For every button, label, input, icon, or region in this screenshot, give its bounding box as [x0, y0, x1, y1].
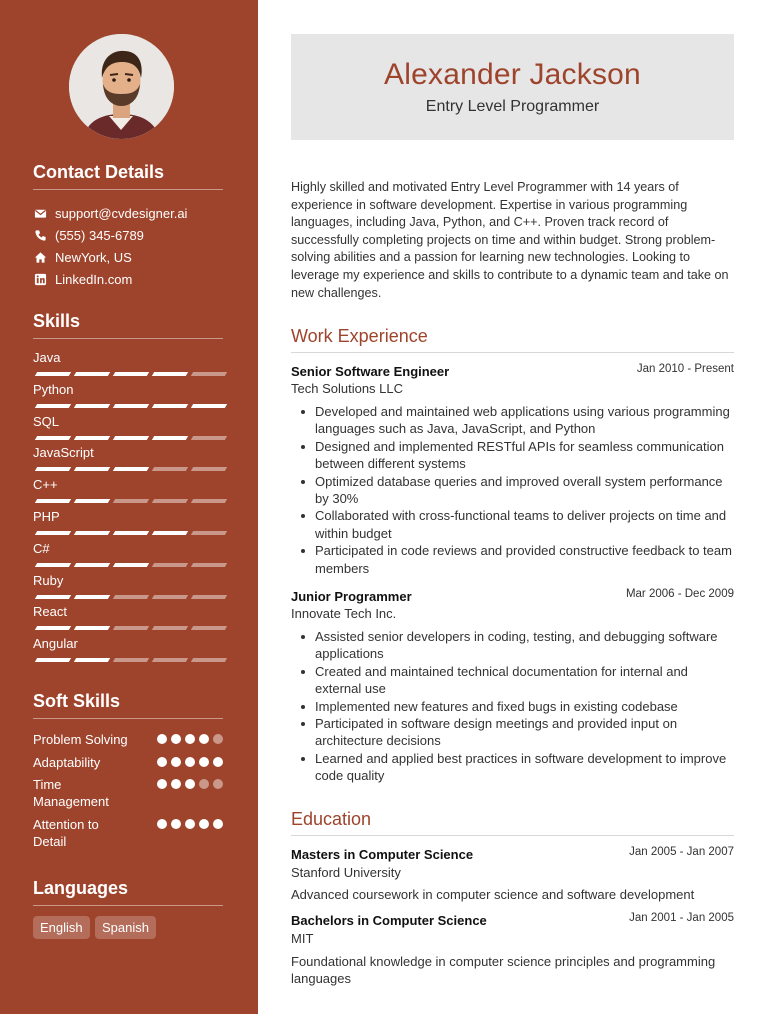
rating-dot	[157, 819, 167, 829]
skill-level-segment	[191, 563, 227, 567]
skill-level-segment	[74, 658, 110, 662]
skill-level-segment	[113, 595, 149, 599]
list-item: Designed and implemented RESTful APIs for seamless communication between different systems	[291, 438, 736, 473]
person-name: Alexander Jackson	[384, 58, 641, 91]
skill-level-segment	[113, 467, 149, 471]
skill-level-bar	[33, 467, 223, 471]
job-bullets	[291, 628, 736, 785]
skill-item	[33, 636, 223, 654]
education-dates: Jan 2001 - Jan 2005	[629, 912, 734, 924]
skill-level-segment	[152, 595, 188, 599]
skill-name: JavaScript	[33, 445, 94, 461]
skill-level-segment	[191, 658, 227, 662]
avatar	[69, 34, 174, 139]
soft-skill-name: Time Management	[33, 777, 109, 809]
profile-photo	[69, 34, 174, 139]
rating-dots	[157, 819, 223, 829]
education-dates: Jan 2005 - Jan 2007	[629, 846, 734, 858]
job-title: Senior Software Engineer	[291, 364, 450, 379]
language-chip: Spanish	[95, 916, 156, 939]
rating-dot	[185, 757, 195, 767]
contact-linkedin-text: LinkedIn.com	[55, 271, 133, 287]
rating-dot	[171, 734, 181, 744]
school-name: Stanford University	[291, 865, 401, 880]
rating-dot	[171, 757, 181, 767]
soft-skill-item	[33, 816, 223, 850]
skill-level-segment	[113, 404, 149, 408]
skill-level-segment	[35, 404, 71, 408]
skill-level-segment	[74, 595, 110, 599]
degree-title: Masters in Computer Science	[291, 847, 474, 862]
skill-item	[33, 573, 223, 591]
list-item: Assisted senior developers in coding, testing, and debugging software applications	[291, 628, 736, 663]
rating-dot	[199, 757, 209, 767]
soft-skills-heading: Soft Skills	[33, 691, 121, 711]
skill-item	[33, 509, 223, 527]
skill-level-segment	[35, 626, 71, 630]
skill-level-segment	[152, 436, 188, 440]
name-header	[291, 34, 734, 140]
skill-level-segment	[191, 626, 227, 630]
skill-name: React	[33, 604, 67, 620]
skill-level-segment	[113, 563, 149, 567]
job-dates: Mar 2006 - Dec 2009	[625, 588, 734, 600]
skill-level-segment	[191, 372, 227, 376]
list-item: Participated in software design meetings and provided input on architecture decisions	[291, 715, 736, 750]
rating-dot	[171, 819, 181, 829]
company-name: Tech Solutions LLC	[291, 381, 404, 396]
skill-level-segment	[74, 404, 110, 408]
rating-dot	[185, 779, 195, 789]
skill-level-segment	[74, 436, 110, 440]
skill-level-segment	[152, 372, 188, 376]
rating-dot	[199, 734, 209, 744]
list-item: Learned and applied best practices in software development to improve code quality	[291, 750, 736, 785]
skill-level-segment	[74, 372, 110, 376]
skill-level-bar	[33, 436, 223, 440]
sidebar	[0, 0, 258, 1014]
degree-title: Bachelors in Computer Science	[291, 913, 487, 928]
job-title: Junior Programmer	[291, 589, 412, 604]
skill-level-segment	[74, 499, 110, 503]
skill-level-segment	[74, 563, 110, 567]
rating-dot	[157, 779, 167, 789]
skill-level-segment	[191, 467, 227, 471]
rating-dot	[213, 734, 223, 744]
skill-level-segment	[191, 595, 227, 599]
skills-heading: Skills	[33, 311, 81, 331]
phone-icon	[33, 228, 47, 242]
skill-level-segment	[35, 499, 71, 503]
skill-level-segment	[74, 626, 110, 630]
skill-item	[33, 541, 223, 559]
skill-level-segment	[113, 626, 149, 630]
contact-phone-text: (555) 345-6789	[55, 227, 144, 243]
skill-level-bar	[33, 658, 223, 662]
job-dates: Jan 2010 - Present	[636, 363, 734, 375]
skill-level-segment	[35, 563, 71, 567]
skill-level-segment	[74, 467, 110, 471]
contact-phone[interactable]	[33, 227, 144, 243]
skill-name: PHP	[33, 509, 60, 524]
divider	[291, 835, 734, 836]
skill-level-segment	[35, 436, 71, 440]
job-bullets	[291, 403, 736, 577]
skill-level-segment	[191, 404, 227, 408]
list-item: Optimized database queries and improved overall system performance by 30%	[291, 473, 736, 508]
company-name: Innovate Tech Inc.	[291, 606, 397, 621]
school-name: MIT	[291, 931, 314, 946]
soft-skill-name: Problem Solving	[33, 732, 128, 747]
skill-level-segment	[152, 658, 188, 662]
skill-level-segment	[113, 658, 149, 662]
skill-level-segment	[35, 531, 71, 535]
list-item: Participated in code reviews and provided constructive feedback to team members	[291, 542, 736, 577]
home-icon	[33, 250, 47, 264]
soft-skill-item	[33, 776, 223, 810]
skill-item	[33, 414, 223, 432]
divider	[291, 352, 734, 353]
language-chip: English	[33, 916, 90, 939]
summary-text: Highly skilled and motivated Entry Level Programmer with 14 years of experience in software development. Expertise in various programming languages, including Java, Python, and C++. Proven track record of successfully completing projects on time and within budget. Strong problem-solving abilities and a passion for learning new technologies. Looking to leverage my experience and skills to contribute to a dynamic team and take on new challenges.	[291, 180, 729, 300]
skill-level-segment	[152, 531, 188, 535]
divider	[33, 905, 223, 906]
rating-dot	[213, 779, 223, 789]
contact-heading: Contact Details	[33, 162, 165, 182]
skill-item	[33, 382, 223, 400]
skill-level-segment	[191, 531, 227, 535]
skill-level-segment	[113, 436, 149, 440]
skill-level-segment	[152, 404, 188, 408]
languages-heading: Languages	[33, 878, 129, 898]
rating-dot	[157, 757, 167, 767]
list-item: Collaborated with cross-functional teams to deliver projects on time and within budget	[291, 507, 736, 542]
skill-name: Ruby	[33, 572, 64, 588]
rating-dot	[199, 819, 209, 829]
rating-dots	[157, 779, 223, 789]
contact-email-text: support@cvdesigner.ai	[55, 205, 188, 221]
rating-dot	[199, 779, 209, 789]
skill-name: Java	[33, 350, 61, 365]
job-title: Entry Level Programmer	[425, 98, 600, 115]
list-item: Implemented new features and fixed bugs in existing codebase	[291, 698, 736, 715]
skill-level-bar	[33, 499, 223, 503]
skill-level-segment	[35, 658, 71, 662]
soft-skill-name: Attention to Detail	[33, 817, 99, 849]
divider	[33, 189, 223, 190]
skill-name: SQL	[33, 413, 60, 429]
list-item: Developed and maintained web applications using various programming languages such as Java, JavaScript, and Python	[291, 403, 736, 438]
contact-email[interactable]	[33, 205, 187, 221]
rating-dot	[171, 779, 181, 789]
education-heading: Education	[291, 809, 372, 829]
skill-item	[33, 604, 223, 622]
education-description: Advanced coursework in computer science and software development	[291, 887, 695, 902]
skill-level-segment	[35, 467, 71, 471]
work-heading: Work Experience	[291, 326, 428, 346]
soft-skill-name: Adaptability	[33, 755, 101, 770]
skill-level-bar	[33, 595, 223, 599]
rating-dot	[213, 819, 223, 829]
soft-skill-item	[33, 754, 223, 771]
skill-name: Angular	[33, 636, 78, 652]
contact-location	[33, 249, 132, 265]
skill-level-segment	[152, 563, 188, 567]
skill-name: C#	[33, 540, 50, 556]
skill-level-segment	[113, 499, 149, 503]
skill-level-segment	[113, 372, 149, 376]
education-description: Foundational knowledge in computer science principles and programming languages	[291, 954, 716, 987]
skill-level-segment	[152, 499, 188, 503]
skill-name: Python	[33, 381, 74, 397]
divider	[33, 718, 223, 719]
skill-item	[33, 350, 223, 368]
skill-level-bar	[33, 563, 223, 567]
divider	[33, 338, 223, 339]
skill-level-segment	[152, 626, 188, 630]
skill-level-segment	[35, 372, 71, 376]
skill-level-segment	[191, 499, 227, 503]
skill-name: C++	[33, 477, 58, 493]
soft-skill-item	[33, 731, 223, 748]
linkedin-icon	[33, 272, 47, 286]
rating-dots	[157, 757, 223, 767]
skill-level-segment	[35, 595, 71, 599]
rating-dot	[185, 819, 195, 829]
contact-linkedin[interactable]	[33, 271, 132, 287]
list-item: Created and maintained technical documentation for internal and external use	[291, 663, 736, 698]
skill-level-bar	[33, 531, 223, 535]
skill-level-bar	[33, 372, 223, 376]
skill-level-segment	[191, 436, 227, 440]
rating-dot	[185, 734, 195, 744]
skill-level-segment	[152, 467, 188, 471]
skill-item	[33, 445, 223, 463]
skill-level-bar	[33, 404, 223, 408]
skill-level-segment	[74, 531, 110, 535]
rating-dot	[157, 734, 167, 744]
skill-level-segment	[113, 531, 149, 535]
skill-item	[33, 477, 223, 495]
contact-location-text: NewYork, US	[55, 249, 132, 265]
rating-dot	[213, 757, 223, 767]
skill-level-bar	[33, 626, 223, 630]
rating-dots	[157, 734, 223, 744]
envelope-icon	[33, 206, 47, 220]
